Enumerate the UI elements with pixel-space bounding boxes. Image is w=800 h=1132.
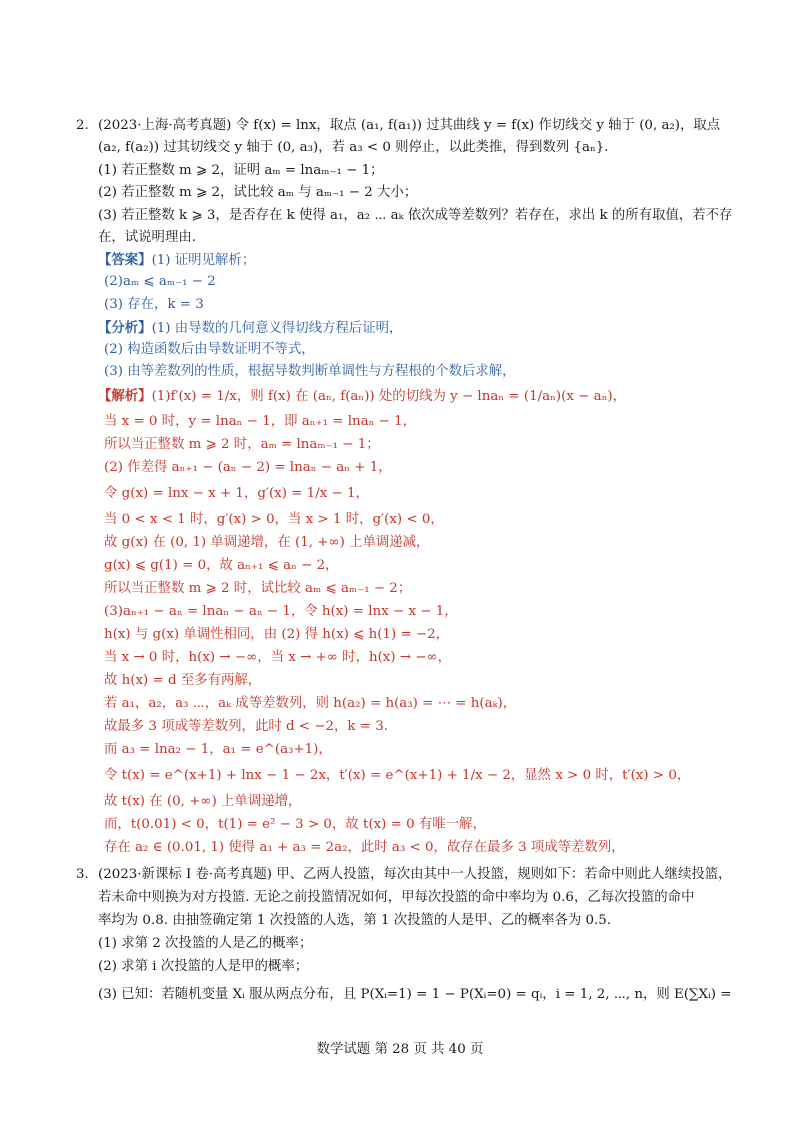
problem-stem-line: 率均为 0.8. 由抽签确定第 1 次投篮的人选，第 1 次投篮的人是甲、乙的概率各为 0.5.: [98, 913, 612, 928]
solution-line: 所以当正整数 m ⩾ 2 时，试比较 aₘ ⩽ aₘ₋₁ − 2；: [104, 581, 412, 596]
problem-stem-line: (a₂, f(a₂)) 过其切线交 y 轴于 (0, a₃)，若 a₃ < 0 则停止，以此类推，得到数列 {aₙ}.: [98, 140, 609, 155]
solution-line: 而 a₃ = lna₂ − 1，a₁ = e^(a₃+1)，: [104, 742, 332, 757]
solution-line: g(x) ⩽ g(1) = 0，故 aₙ₊₁ ⩽ aₙ − 2，: [104, 558, 339, 573]
answer-tag: 【答案】: [98, 252, 152, 268]
solution-line: 当 x = 0 时，y = lnaₙ − 1，即 aₙ₊₁ = lnaₙ − 1，: [104, 414, 417, 429]
analysis-tag: 【分析】: [98, 320, 152, 336]
solution-line: (3)aₙ₊₁ − aₙ = lnaₙ − aₙ − 1，令 h(x) = lnx − x − 1，: [104, 604, 458, 619]
solution-line: 所以当正整数 m ⩾ 2 时，aₘ = lnaₘ₋₁ − 1；: [104, 437, 380, 452]
problem-number: 3.: [76, 867, 89, 882]
answer-line: (3) 存在，k = 3: [104, 297, 204, 312]
solution-line: (2) 作差得 aₙ₊₁ − (aₙ − 2) = lnaₙ − aₙ + 1，: [104, 460, 392, 475]
solution-line: 令 t(x) = e^(x+1) + lnx − 1 − 2x，t′(x) = e^(x+1) + 1/x − 2，显然 x > 0 时，t′(x) > 0，: [104, 768, 691, 783]
solution-line: 若 a₁，a₂，a₃ ⋯，aₖ 成等差数列，则 h(a₂) = h(a₃) = ⋯ = h(aₖ)，: [104, 696, 517, 711]
solution-line: h(x) 与 g(x) 单调性相同，由 (2) 得 h(x) ⩽ h(1) = −2，: [104, 627, 450, 642]
answer-text: (1) 证明见解析；: [151, 253, 256, 268]
answer-line: [98, 250, 255, 271]
solution-line: 故 t(x) 在 (0, +∞) 上单调递增，: [104, 794, 302, 809]
analysis-line: (3) 由等差数列的性质，根据导数判断单调性与方程根的个数后求解，: [104, 364, 516, 379]
solution-line: 存在 a₂ ∈ (0.01, 1) 使得 a₁ + a₃ = 2a₂，此时 a₃ < 0，故存在最多 3 项成等差数列，: [104, 840, 625, 855]
answer-line: (2)aₘ ⩽ aₘ₋₁ − 2: [104, 274, 216, 289]
problem-stem-line: (1) 求第 2 次投篮的人是乙的概率；: [98, 936, 313, 951]
problem-number: 2.: [76, 118, 89, 133]
analysis-line: [98, 318, 402, 339]
problem-stem-line: (3) 已知：若随机变量 Xᵢ 服从两点分布，且 P(Xᵢ=1) = 1 − P(Xᵢ=0) = qᵢ，i = 1, 2, ⋯, n，则 E(∑Xᵢ) =: [98, 987, 732, 1002]
problem-stem-line: 在，试说明理由.: [98, 230, 196, 245]
solution-line: 故 g(x) 在 (0, 1) 单调递增，在 (1, +∞) 上单调递减，: [104, 535, 430, 550]
page-footer: 数学试题 第 28 页 共 40 页: [316, 1042, 484, 1057]
solution-line: [98, 386, 626, 407]
problem-stem-line: (3) 若正整数 k ⩾ 3，是否存在 k 使得 a₁，a₂ ⋯ aₖ 依次成等差数列？若存在，求出 k 的所有取值，若不存: [98, 208, 733, 223]
solution-line: 故最多 3 项成等差数列，此时 d < −2，k = 3.: [104, 719, 389, 734]
solution-line: 令 g(x) = lnx − x + 1，g′(x) = 1/x − 1，: [104, 486, 369, 501]
solution-tag: 【解析】: [98, 388, 152, 404]
analysis-text: (1) 由导数的几何意义得切线方程后证明，: [151, 321, 403, 336]
analysis-line: (2) 构造函数后由导数证明不等式，: [104, 342, 315, 357]
problem-stem-line: (2023·新课标 I 卷·高考真题) 甲、乙两人投篮，每次由其中一人投篮，规则如下：若命中则此人继续投篮，: [98, 867, 732, 882]
problem-stem-line: 若未命中则换为对方投篮. 无论之前投篮情况如何，甲每次投篮的命中率均为 0.6，乙每次投篮的命中: [98, 890, 695, 905]
solution-line: 当 0 < x < 1 时，g′(x) > 0，当 x > 1 时，g′(x) < 0，: [104, 512, 444, 527]
problem-stem-line: (2023·上海·高考真题) 令 f(x) = lnx，取点 (a₁, f(a₁)) 过其曲线 y = f(x) 作切线交 y 轴于 (0, a₂)，取点: [98, 118, 721, 133]
problem-stem-line: (2) 求第 i 次投篮的人是甲的概率；: [98, 959, 309, 974]
solution-line: 而，t(0.01) < 0，t(1) = e² − 3 > 0，故 t(x) = 0 有唯一解，: [104, 817, 486, 832]
problem-stem-line: (2) 若正整数 m ⩾ 2，试比较 aₘ 与 aₘ₋₁ − 2 大小；: [98, 185, 418, 200]
solution-text: (1)f′(x) = 1/x，则 f(x) 在 (aₙ, f(aₙ)) 处的切线为 y − lnaₙ = (1/aₙ)(x − aₙ)，: [151, 389, 626, 404]
solution-line: 故 h(x) = d 至多有两解，: [104, 673, 262, 688]
problem-stem-line: (1) 若正整数 m ⩾ 2，证明 aₘ = lnaₘ₋₁ − 1；: [98, 163, 384, 178]
solution-line: 当 x → 0 时，h(x) → −∞，当 x → +∞ 时，h(x) → −∞，: [104, 650, 452, 665]
